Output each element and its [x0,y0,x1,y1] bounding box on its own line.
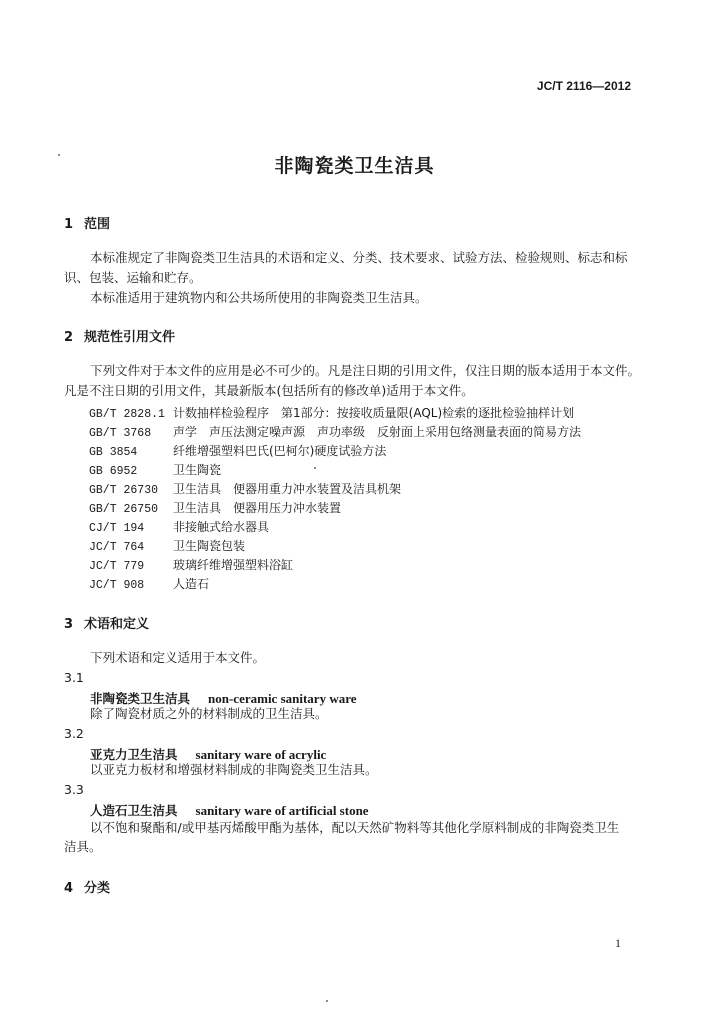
section-3-intro: 下列术语和定义适用于本文件。 [90,650,266,665]
reference-item [89,537,245,554]
section-1-para-1-line-1: 本标准规定了非陶瓷类卫生洁具的术语和定义、分类、技术要求、试验方法、检验规则、标志和标 [90,250,628,265]
clause-number: 3.1 [64,670,84,685]
term-entry [90,800,369,819]
term-english: sanitary ware of acrylic [195,747,327,762]
section-title: 范围 [84,217,111,232]
term-definition: 除了陶瓷材质之外的材料制成的卫生洁具。 [90,706,328,721]
section-title: 规范性引用文件 [84,330,176,345]
document-code: JC/T 2116—2012 [536,79,631,93]
section-2-para-line-1: 下列文件对于本文件的应用是必不可少的。凡是注日期的引用文件，仅注日期的版本适用于本文件。 [90,363,641,378]
term-english: sanitary ware of artificial stone [195,803,369,818]
clause-number: 3.2 [64,726,84,741]
term-chinese: 非陶瓷类卫生洁具 [90,691,191,706]
reference-code: GB/T 26730 [89,484,159,497]
reference-item [89,480,401,497]
reference-item [89,461,221,478]
term-definition-line-1: 以不饱和聚酯和/或甲基丙烯酸甲酯为基体，配以天然矿物料等其他化学原料制成的非陶瓷类卫生 [90,820,620,835]
reference-code: GB 6952 [89,465,138,478]
reference-code: JC/T 908 [89,579,145,592]
reference-title: 声学 声压法测定噪声源 声功率级 反射面上采用包络测量表面的简易方法 [173,425,582,439]
reference-item [89,575,209,592]
reference-item [89,556,293,573]
reference-title: 玻璃纤维增强塑料浴缸 [173,558,294,572]
reference-code: JC/T 779 [89,560,145,573]
section-2-para-line-2: 凡是不注日期的引用文件，其最新版本(包括所有的修改单)适用于本文件。 [64,383,474,398]
section-number: 2 [64,330,74,345]
scan-speck [326,1000,328,1002]
reference-title: 卫生陶瓷包装 [173,539,246,553]
reference-item [89,499,341,516]
clause-number: 3.3 [64,782,84,797]
reference-code: JC/T 764 [89,541,145,554]
section-4-heading [64,877,110,896]
section-1-heading [64,213,110,232]
scan-speck [314,467,316,469]
term-chinese: 亚克力卫生洁具 [90,747,178,762]
reference-title: 卫生陶瓷 [173,463,222,477]
reference-item [89,442,386,459]
section-number: 1 [64,217,74,232]
term-english: non-ceramic sanitary ware [208,691,357,706]
section-number: 4 [64,881,74,896]
reference-title: 计数抽样检验程序 第1部分：按接收质量限(AQL)检索的逐批检验抽样计划 [173,406,575,420]
reference-code: GB/T 2828.1 [89,408,165,421]
reference-code: GB 3854 [89,446,138,459]
reference-item [89,404,574,421]
page-number: 1 [615,936,621,950]
reference-title: 卫生洁具 便器用重力冲水装置及洁具机架 [173,482,402,496]
reference-code: GB/T 3768 [89,427,152,440]
term-definition-line-2: 洁具。 [64,839,102,854]
scan-speck [58,154,60,156]
reference-title: 卫生洁具 便器用压力冲水装置 [173,501,342,515]
section-1-para-1-line-2: 识、包装、运输和贮存。 [64,270,202,285]
reference-item [89,518,269,535]
section-title: 术语和定义 [84,617,150,632]
section-1-para-2: 本标准适用于建筑物内和公共场所使用的非陶瓷类卫生洁具。 [90,290,428,305]
section-title: 分类 [84,881,111,896]
term-definition: 以亚克力板材和增强材料制成的非陶瓷类卫生洁具。 [90,762,378,777]
section-number: 3 [64,617,74,632]
reference-title: 纤维增强塑料巴氏(巴柯尔)硬度试验方法 [173,444,387,458]
section-3-heading [64,613,149,632]
reference-item [89,423,581,440]
reference-code: CJ/T 194 [89,522,145,535]
reference-title: 非接触式给水器具 [173,520,270,534]
reference-code: GB/T 26750 [89,503,159,516]
reference-title: 人造石 [173,577,210,591]
term-chinese: 人造石卫生洁具 [90,803,178,818]
document-title: 非陶瓷类卫生洁具 [274,155,435,177]
section-2-heading [64,326,175,345]
